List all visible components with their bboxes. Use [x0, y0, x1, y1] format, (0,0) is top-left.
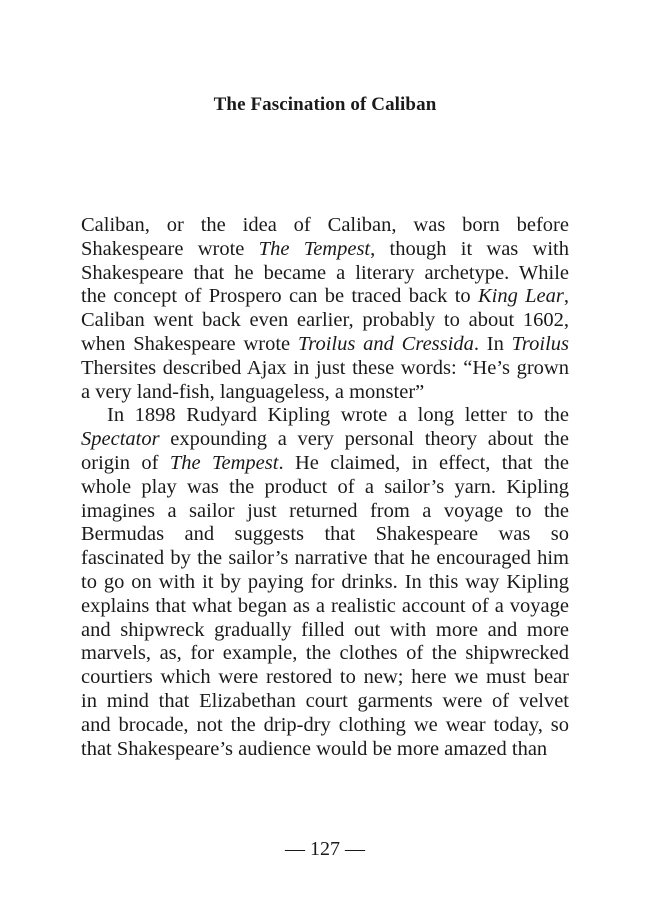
text-segment: the concept of Prospero can be traced back to [81, 285, 478, 308]
text-line [81, 690, 569, 714]
italic-text: Spectator [81, 428, 160, 451]
text-line [81, 571, 569, 595]
italic-text: The Tempest [169, 451, 279, 474]
text-line [81, 404, 569, 428]
page-number: — 127 — [285, 838, 365, 860]
text-line [81, 523, 569, 547]
text-segment: . In [473, 332, 512, 355]
text-segment: that Shakespeare’s audience would be more amazed than [81, 737, 548, 760]
italic-text: Troilus and Cressida [297, 332, 474, 355]
text-line [81, 214, 569, 238]
text-segment: , [563, 285, 569, 308]
text-line [81, 238, 569, 262]
text-line [81, 357, 569, 381]
text-segment: . He claimed, in effect, that the [278, 451, 569, 474]
italic-text: Troilus [511, 332, 570, 355]
text-segment: marvels, as, for example, the clothes of the shipwrecked [81, 642, 569, 665]
text-line [81, 595, 569, 619]
text-line [81, 476, 569, 500]
text-segment: to go on with it by paying for drinks. In this way Kipling [81, 570, 569, 593]
text-segment: a very land-fish, languageless, a monster” [81, 380, 425, 403]
text-segment: fascinated by the sailor’s narrative that he encouraged him [81, 547, 569, 570]
text-segment: imagines a sailor just returned from a voyage to the [81, 499, 569, 522]
text-line [81, 619, 569, 643]
text-segment: expounding a very personal theory about the [159, 428, 569, 451]
text-line [81, 381, 569, 405]
chapter-title: The Fascination of Caliban [213, 94, 437, 115]
text-line [81, 285, 569, 309]
text-segment: explains that what began as a realistic account of a voyage [81, 594, 569, 617]
text-segment: In 1898 Rudyard Kipling wrote a long letter to the [107, 404, 569, 427]
text-segment: Shakespeare that he became a literary archetype. While [81, 261, 569, 284]
text-segment: Shakespeare wrote [81, 237, 259, 260]
text-line [81, 714, 569, 738]
text-line [81, 642, 569, 666]
text-line [81, 428, 569, 452]
text-line [81, 666, 569, 690]
text-segment: in mind that Elizabethan court garments were of velvet [81, 689, 569, 712]
text-segment: Thersites described Ajax in just these words: “He’s grown [81, 356, 569, 379]
text-segment: and shipwreck gradually filled out with more and more [81, 618, 569, 641]
text-segment: when Shakespeare wrote [81, 332, 298, 355]
text-line [81, 309, 569, 333]
text-segment: whole play was the product of a sailor’s yarn. Kipling [81, 475, 569, 498]
text-segment: origin of [81, 451, 170, 474]
body-text [81, 214, 569, 761]
text-segment: Caliban went back even earlier, probably to about 1602, [81, 309, 569, 332]
text-line [81, 262, 569, 286]
text-line [81, 547, 569, 571]
italic-text: King Lear [477, 285, 564, 308]
text-segment: and brocade, not the drip-dry clothing we wear today, so [81, 713, 569, 736]
text-segment: , though it was with [370, 237, 569, 260]
text-line [81, 500, 569, 524]
text-segment: courtiers which were restored to new; here we must bear [81, 666, 569, 689]
text-line [81, 333, 569, 357]
text-line [81, 738, 569, 762]
italic-text: The Tempest [258, 237, 371, 260]
text-segment: Bermudas and suggests that Shakespeare was so [81, 523, 569, 546]
text-line [81, 452, 569, 476]
text-segment: Caliban, or the idea of Caliban, was born before [81, 214, 569, 236]
